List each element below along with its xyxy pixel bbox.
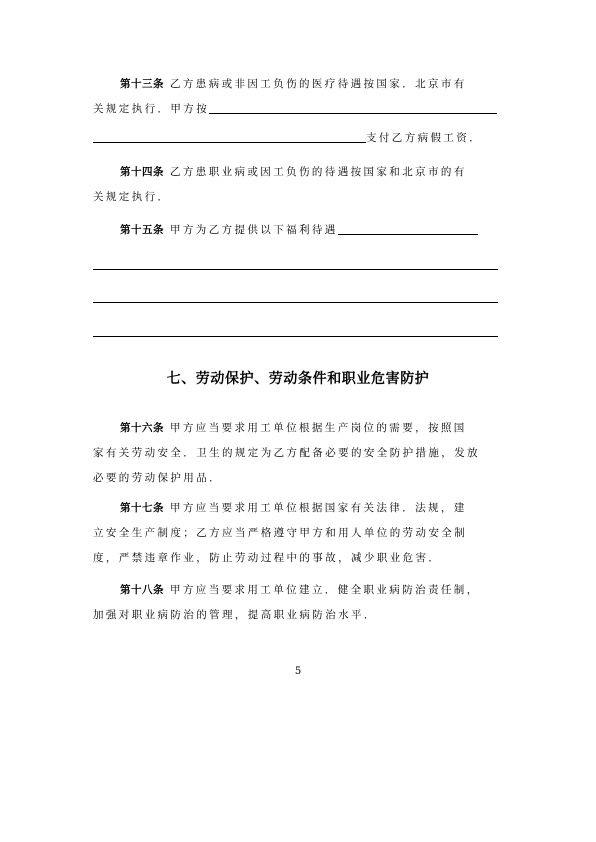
article-17-line-1 (93, 496, 500, 521)
article-15-line-1 (93, 218, 500, 243)
article-16-line-1 (93, 416, 500, 441)
fill-line-3[interactable] (93, 336, 498, 337)
article-16-text-3: 必要的劳动保护用品． (93, 472, 222, 484)
article-14-title: 第十四条 (120, 166, 164, 178)
article-13-blank-1[interactable] (209, 101, 497, 114)
article-18-title: 第十八条 (120, 584, 164, 596)
article-18-text-1: 甲方应当要求用工单位建立．健全职业病防治责任制， (170, 584, 480, 596)
article-14-text-1: 乙方患职业病或因工负伤的待遇按国家和北京市的有 (170, 166, 467, 178)
article-13-blank-2[interactable] (93, 130, 366, 143)
article-16-title: 第十六条 (120, 422, 164, 434)
fill-line-2[interactable] (93, 302, 498, 303)
article-17-text-2: 立安全生产制度；乙方应当严格遵守甲方和用人单位的劳动安全制 (93, 527, 468, 539)
article-13-text-2: 关规定执行．甲方按 (93, 103, 210, 115)
article-17-text-3: 度，严禁违章作业，防止劳动过程中的事故，减少职业危害． (93, 552, 442, 564)
article-13-line-3 (93, 126, 500, 151)
article-15 (93, 218, 500, 243)
article-16-text-2: 家有关劳动安全．卫生的规定为乙方配备必要的安全防护措施，发放 (93, 447, 480, 459)
article-15-blank-1[interactable] (338, 222, 478, 235)
article-15-title: 第十五条 (120, 224, 164, 236)
article-16-text-1: 甲方应当要求用工单位根据生产岗位的需要，按照国 (170, 422, 467, 434)
article-14 (93, 160, 500, 210)
article-14-line-1 (93, 160, 500, 185)
article-13-line-2 (93, 97, 500, 122)
article-13-line-1 (93, 72, 500, 97)
article-13-text-3: 支付乙方病假工资． (366, 132, 483, 144)
article-16-line-3 (93, 466, 500, 491)
article-17-title: 第十七条 (120, 502, 164, 514)
article-17-text-1: 甲方应当要求用工单位根据国家有关法律．法规，建 (170, 502, 467, 514)
article-17-line-2 (93, 521, 500, 546)
article-13 (93, 72, 500, 151)
article-16-line-2 (93, 441, 500, 466)
article-18-line-2 (93, 603, 500, 628)
article-15-text-1: 甲方为乙方提供以下福利待遇 (170, 224, 338, 236)
article-16 (93, 416, 500, 491)
article-18-line-1 (93, 578, 500, 603)
page-number: 5 (294, 666, 302, 677)
article-14-text-2: 关规定执行． (93, 191, 171, 203)
fill-line-1[interactable] (93, 269, 498, 270)
article-13-text-1: 乙方患病或非因工负伤的医疗待遇按国家．北京市有 (170, 78, 467, 90)
article-13-title: 第十三条 (120, 78, 164, 90)
section-7-heading: 七、劳动保护、劳动条件和职业危害防护 (166, 371, 430, 387)
article-17-line-3 (93, 546, 500, 571)
article-17 (93, 496, 500, 571)
article-18-text-2: 加强对职业病防治的管理，提高职业病防治水平． (93, 609, 377, 621)
article-14-line-2 (93, 185, 500, 210)
article-18 (93, 578, 500, 628)
